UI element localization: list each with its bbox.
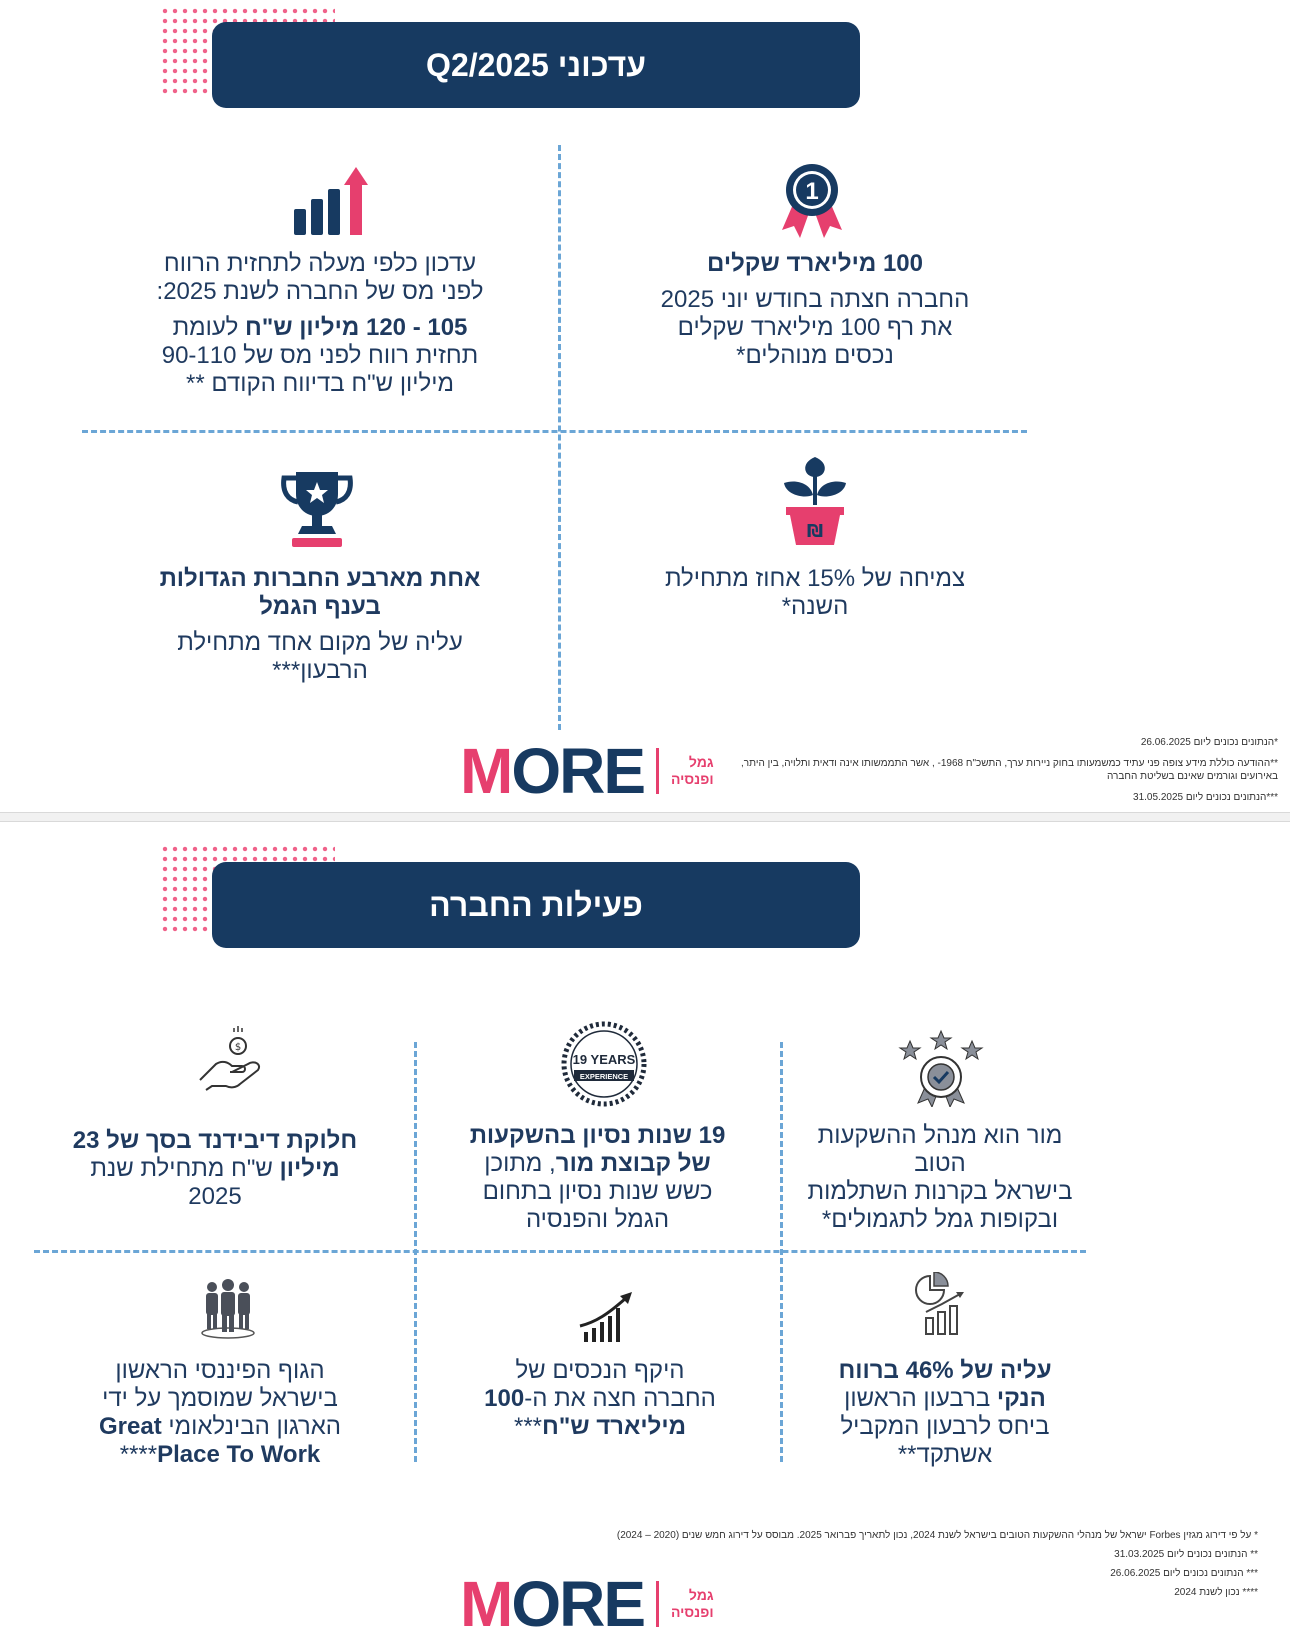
best-manager-cell — [790, 1122, 1090, 1234]
text-line — [440, 1150, 755, 1178]
text-line: עליה של מקום אחד מתחילת — [177, 629, 463, 656]
pie-bar-chart-icon — [912, 1272, 968, 1338]
text-line: מיליון ש"ח בדיווח הקודם ** — [186, 370, 454, 397]
logo-wordmark — [460, 1567, 644, 1641]
text-bold: 100 — [484, 1385, 525, 1412]
svg-text:19 YEARS — [573, 1052, 636, 1067]
logo-separator — [656, 1581, 659, 1627]
cell-title: חלוקת דיבידנד בסך של 23 — [72, 1127, 358, 1154]
footnote: **ההודעה כוללת מידע צופה פני עתיד כמשמעותו בחוק ניירות ערך, התשכ"ח 1968- , אשר התממשותו אינה ודאית ותלויה, בין היתר, — [741, 758, 1278, 769]
profit-forecast-cell — [150, 250, 490, 398]
text-line — [150, 314, 490, 342]
footnote: ** הנתונים נכונים ליום 31.03.2025 — [1114, 1549, 1258, 1560]
logo-letter-m: M — [460, 735, 512, 807]
text-line — [800, 1385, 1090, 1413]
trophy-icon — [278, 468, 356, 548]
logo-sub-line: גמל — [688, 754, 714, 770]
growth-chart-icon — [292, 165, 376, 237]
svg-text:$: $ — [234, 1042, 242, 1053]
text-line: נכסים מנוהלים* — [736, 342, 894, 369]
text-line — [450, 1413, 750, 1441]
cell-title: אחת מארבע החברות הגדולות — [159, 565, 481, 592]
horizontal-divider — [34, 1250, 1086, 1253]
footnote: ***הנתונים נכונים ליום 31.05.2025 — [1133, 792, 1278, 803]
cell-title: עליה של 46% ברווח — [838, 1357, 1052, 1384]
slide-title: פעילות החברה — [429, 886, 643, 923]
text-line: תחזית רווח לפני מס של 90-110 — [161, 342, 479, 369]
dividend-cell — [60, 1127, 370, 1211]
text-line: ובקופות גמל לתגמולים* — [821, 1206, 1059, 1233]
badge-subtitle: EXPERIENCE — [579, 1072, 629, 1081]
growth-cell — [640, 565, 990, 621]
rising-chart-icon — [578, 1292, 634, 1344]
text-fragment: **** — [119, 1441, 158, 1468]
logo-sub-line: ופנסיה — [671, 771, 714, 787]
text-bold: Place To Work — [157, 1441, 321, 1468]
slide-title: עדכוני Q2/2025 — [426, 46, 646, 83]
svg-text:1: 1 — [805, 178, 819, 205]
slide-title-banner — [212, 22, 860, 108]
badge-word: YEARS — [590, 1052, 636, 1067]
experience-cell — [440, 1122, 755, 1234]
footnote: *** הנתונים נכונים ליום 26.06.2025 — [1110, 1568, 1258, 1579]
top-four-cell — [150, 565, 490, 685]
text-fragment: לעומת — [172, 314, 246, 341]
net-profit-cell — [800, 1357, 1090, 1469]
text-line: בישראל שמוסמך על ידי — [102, 1385, 338, 1412]
text-bold: Great — [99, 1413, 162, 1440]
text-line: ביחס לרבעון המקביל — [840, 1413, 1050, 1440]
cell-title: 19 שנות נסיון בהשקעות — [469, 1122, 726, 1149]
text-line: הגוף הפיננסי הראשון — [115, 1357, 325, 1384]
text-fragment: ברבעון הראשון — [844, 1385, 997, 1412]
slide-title-banner — [212, 862, 860, 948]
text-line: לפני מס של החברה לשנת 2025: — [156, 278, 484, 305]
footnote: *הנתונים נכונים ליום 26.06.2025 — [1140, 737, 1278, 748]
footnote: באירועים וגורמים שאינם בשליטת החברה — [1107, 771, 1278, 782]
text-line — [70, 1413, 370, 1441]
text-line: בישראל בקרנות השתלמות — [807, 1178, 1073, 1205]
text-line: הגמל והפנסיה — [525, 1206, 670, 1233]
plant-pot-icon — [782, 455, 848, 547]
100-billion-cell — [640, 250, 990, 370]
text-line: עדכון כלפי מעלה לתחזית הרווח — [163, 250, 477, 277]
text-line: צמיחה של 15% אחוז מתחילת — [664, 565, 966, 592]
slide-q2-updates — [0, 0, 1290, 812]
slide-company-activity — [0, 822, 1290, 1642]
text-fragment: הארגון הבינלאומי — [161, 1413, 341, 1440]
text-line: היקף הנכסים של — [515, 1357, 685, 1384]
logo-letters: ORE — [511, 735, 644, 807]
text-bold: מיליארד ש"ח — [542, 1413, 686, 1440]
text-line: החברה חצתה בחודש יוני 2025 — [660, 286, 970, 313]
text-line — [60, 1155, 370, 1183]
logo-separator — [656, 748, 659, 794]
award-stars-icon — [898, 1027, 984, 1107]
text-line: השנה* — [781, 593, 849, 620]
text-bold: הנקי — [996, 1385, 1046, 1412]
text-fragment: ש"ח מתחילת שנת — [90, 1155, 280, 1182]
assets-cell — [450, 1357, 750, 1441]
text-line: כשש שנות נסיון בתחום — [482, 1178, 713, 1205]
logo-subtitle — [671, 1587, 714, 1621]
text-fragment: , מתוכן — [484, 1150, 556, 1177]
text-line: 2025 — [188, 1183, 242, 1210]
medal-icon — [780, 162, 844, 242]
logo-sub-line: ופנסיה — [671, 1604, 714, 1620]
people-group-icon — [200, 1277, 256, 1339]
more-logo — [460, 1567, 714, 1641]
logo-sub-line: גמל — [688, 1587, 714, 1603]
years-experience-badge-icon — [560, 1020, 648, 1108]
text-line — [450, 1385, 750, 1413]
text-line: אשתקד** — [897, 1441, 993, 1468]
text-line — [70, 1441, 370, 1469]
cell-title: של קבוצת מור — [555, 1150, 711, 1177]
logo-letters: ORE — [511, 1568, 644, 1640]
great-place-cell — [70, 1357, 370, 1469]
text-line: את רף 100 מיליארד שקלים — [677, 314, 953, 341]
vertical-divider — [558, 145, 561, 730]
text-fragment: *** — [513, 1413, 543, 1440]
hand-coin-icon — [196, 1024, 266, 1092]
cell-title: בענף הגמל — [259, 593, 381, 620]
text-line: הרבעון*** — [272, 657, 368, 684]
text-fragment: החברה חצה את ה- — [524, 1385, 716, 1412]
text-bold: מיליון — [279, 1155, 340, 1182]
footnote: * על פי דירוג מגזין Forbes ישראל של מנהלי ההשקעות הטובים בישראל לשנת 2024, נכון לתאריך פברואר 2025. מבוסס על דירוג חמש שנים (2020 – 2024) — [616, 1530, 1258, 1541]
horizontal-divider — [82, 430, 1027, 433]
footnotes — [700, 736, 1278, 804]
footnote: **** נכון לשנת 2024 — [1174, 1587, 1258, 1598]
logo-letter-m: M — [460, 1568, 512, 1640]
logo-wordmark — [460, 734, 644, 808]
text-line: מור הוא מנהל ההשקעות הטוב — [817, 1122, 1063, 1177]
cell-title: 100 מיליארד שקלים — [707, 250, 923, 277]
slide-separator — [0, 812, 1290, 822]
badge-number: 19 — [572, 1052, 588, 1067]
more-logo — [460, 734, 714, 808]
forecast-value: 105 - 120 מיליון ש"ח — [245, 314, 468, 341]
svg-text:₪: ₪ — [806, 521, 824, 542]
